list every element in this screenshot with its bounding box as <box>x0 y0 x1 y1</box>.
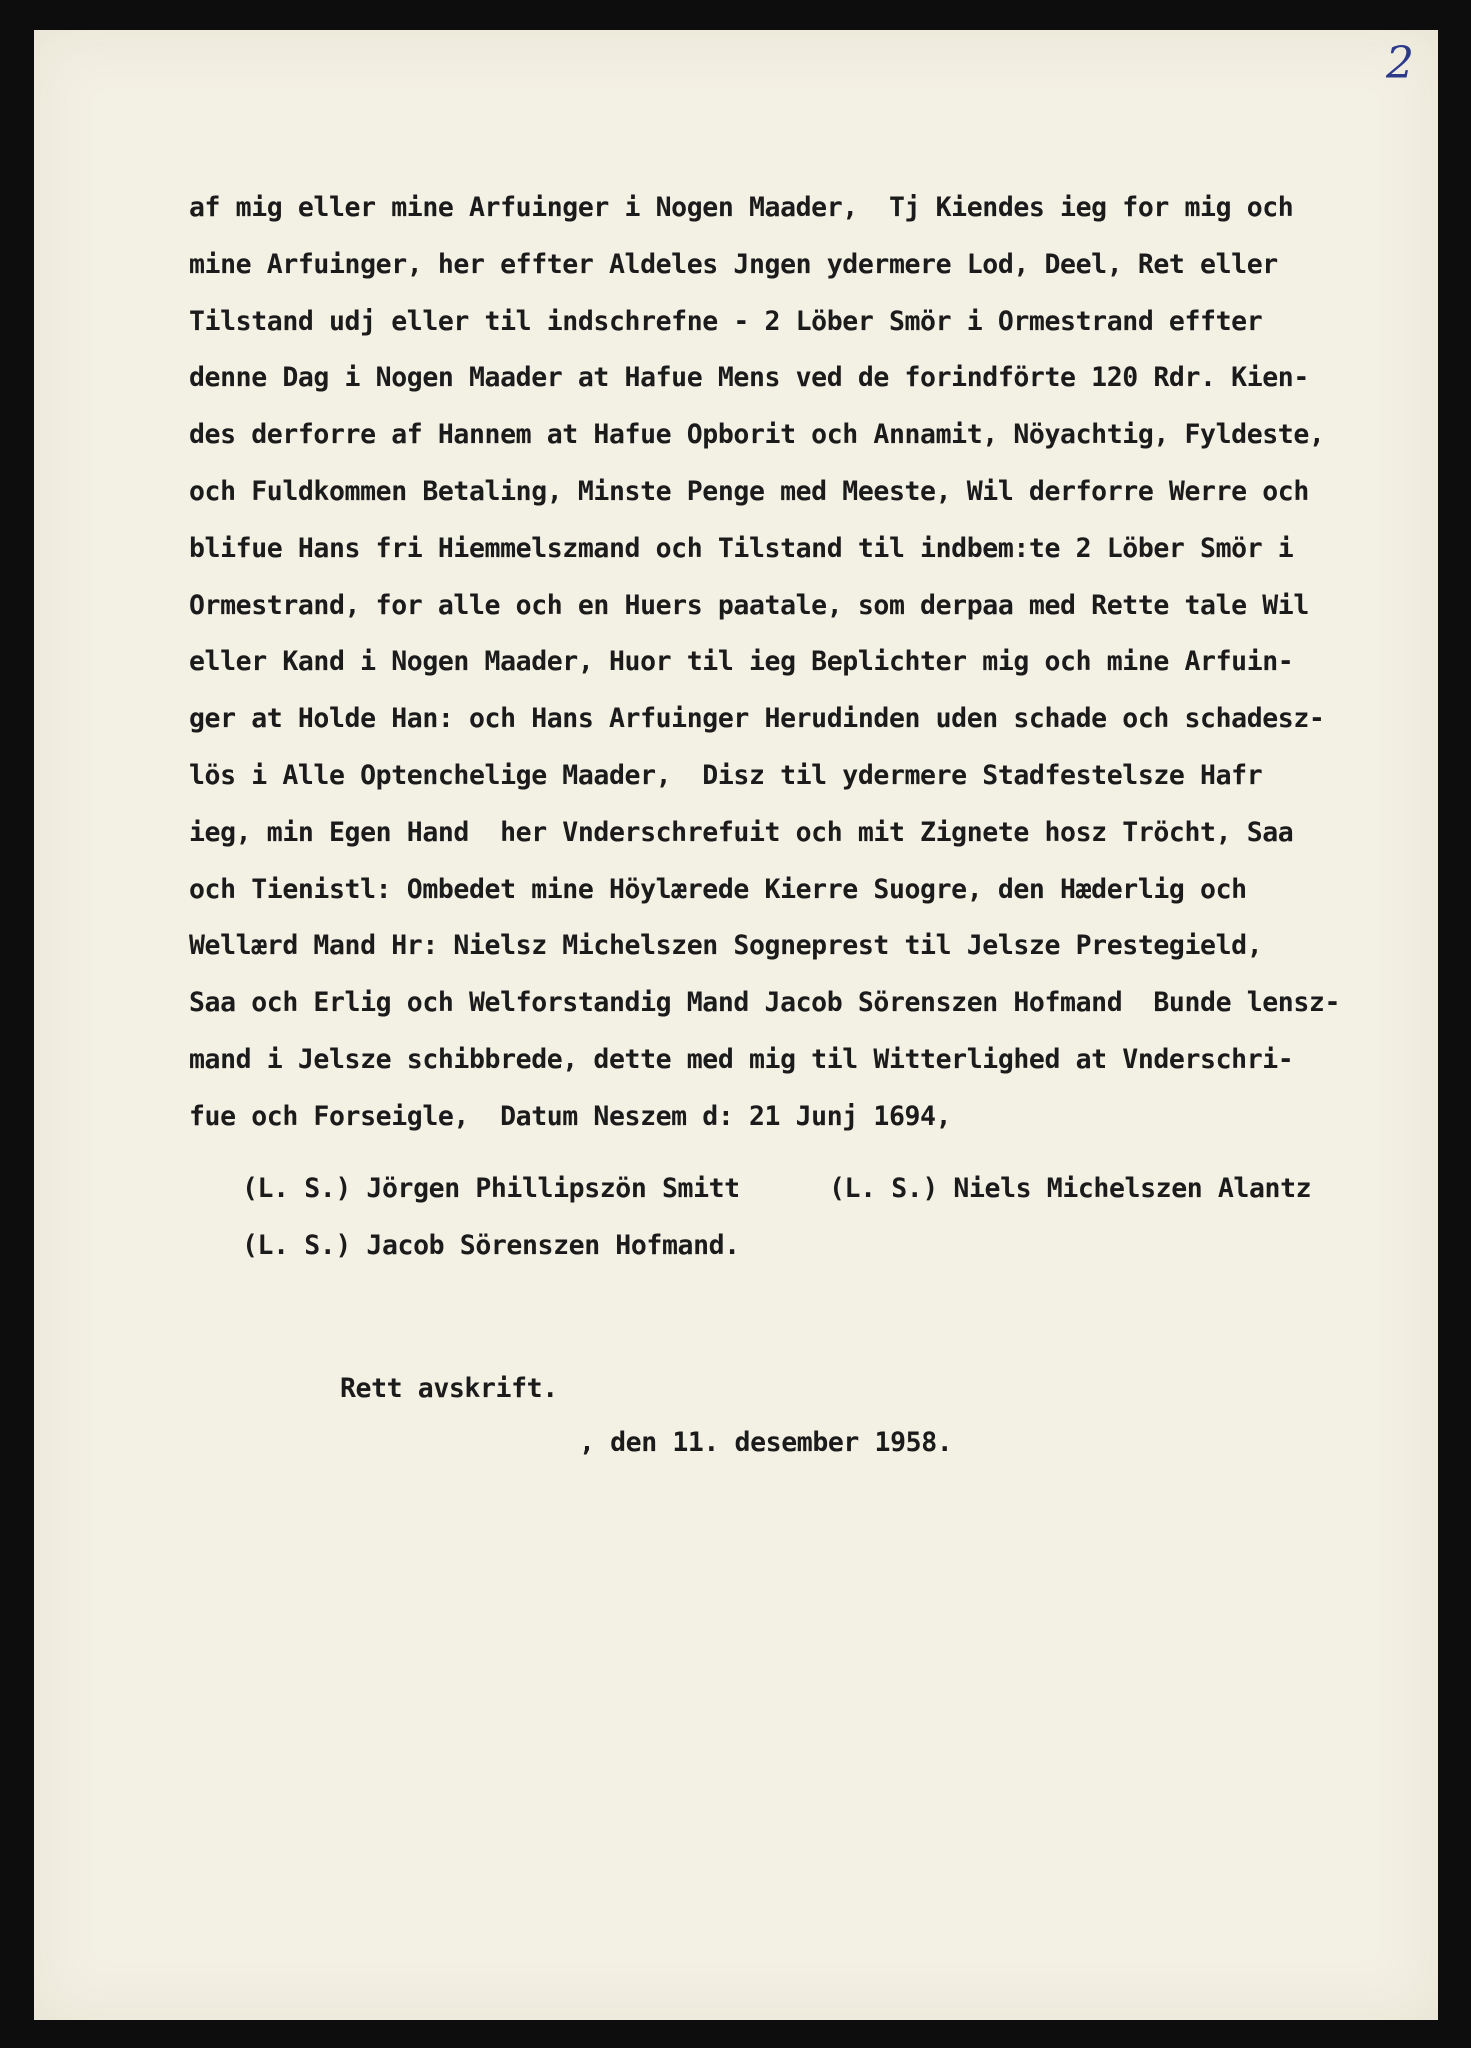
text-line: Wellærd Mand Hr: Nielsz Michelszen Sogneprest til Jelsze Prestegield, <box>189 930 1263 962</box>
text-line: Saa och Erlig och Welforstandig Mand Jacob Sörenszen Hofmand Bunde lensz- <box>189 987 1341 1019</box>
signature-jacob-hofmand: (L. S.) Jacob Sörenszen Hofmand. <box>242 1230 740 1261</box>
text-line: Tilstand udj eller til indschrefne - 2 Löber Smör i Ormestrand effter <box>189 305 1263 337</box>
certification-note: Rett avskrift. <box>340 1373 558 1404</box>
text-line: af mig eller mine Arfuinger i Nogen Maader, Tj Kiendes ieg for mig och <box>189 192 1294 223</box>
text-line: denne Dag i Nogen Maader at Hafue Mens ved de forindförte 120 Rdr. Kien- <box>189 362 1309 394</box>
text-line: ieg, min Egen Hand her Vnderschrefuit och mit Zignete hosz Tröcht, Saa <box>189 816 1294 848</box>
text-line: ger at Holde Han: och Hans Arfuinger Herudinden uden schade och schadesz- <box>189 703 1325 735</box>
text-line: och Tienistl: Ombedet mine Höylærede Kierre Suogre, den Hæderlig och <box>189 873 1247 905</box>
page-number: 2 <box>1386 38 1414 89</box>
text-line: Ormestrand, for alle och en Huers paatale, som derpaa med Rette tale Wil <box>189 589 1309 621</box>
document-page <box>34 30 1438 2020</box>
signature-niels-alantz: (L. S.) Niels Michelszen Alantz <box>829 1173 1312 1204</box>
text-line: des derforre af Hannem at Hafue Opborit och Annamit, Nöyachtig, Fyldeste, <box>189 419 1325 451</box>
text-line: mine Arfuinger, her effter Aldeles Jngen ydermere Lod, Deel, Ret eller <box>189 248 1278 280</box>
transcript-body <box>189 180 1429 1146</box>
text-line: fue och Forseigle, Datum Neszem d: 21 Junj 1694, <box>189 1100 952 1132</box>
text-line: blifue Hans fri Hiemmelszmand och Tilstand til indbem:te 2 Löber Smör i <box>189 532 1294 564</box>
text-line: lös i Alle Optenchelige Maader, Disz til ydermere Stadfestelsze Hafr <box>189 759 1263 791</box>
text-line: och Fuldkommen Betaling, Minste Penge med Meeste, Wil derforre Werre och <box>189 475 1309 507</box>
signature-jorgen-smitt: (L. S.) Jörgen Phillipszön Smitt <box>242 1173 740 1204</box>
certification-date: , den 11. desember 1958. <box>579 1427 953 1458</box>
text-line: eller Kand i Nogen Maader, Huor til ieg Beplichter mig och mine Arfuin- <box>189 646 1294 678</box>
text-line: mand i Jelsze schibbrede, dette med mig til Witterlighed at Vnderschri- <box>189 1043 1294 1075</box>
